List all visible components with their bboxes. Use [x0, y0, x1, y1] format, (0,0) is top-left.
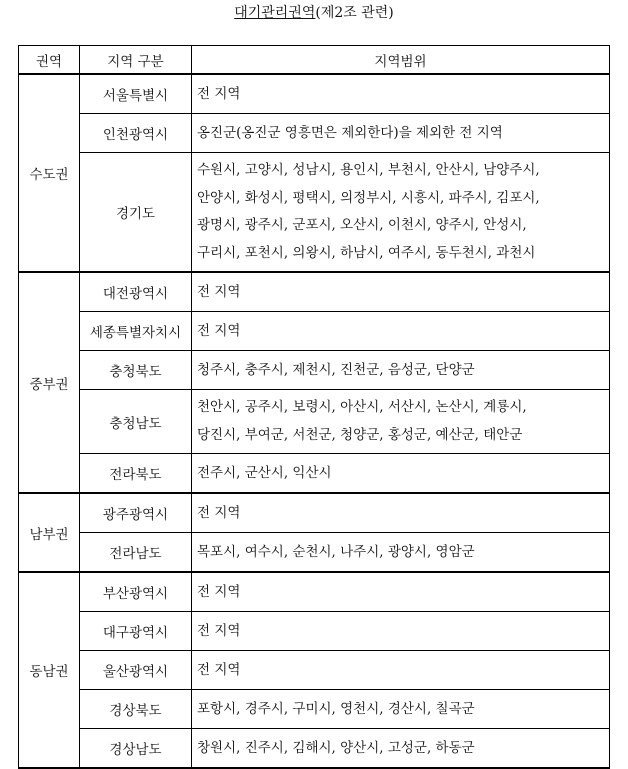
area-cell: 충청북도	[80, 351, 192, 390]
scope-cell	[192, 612, 610, 651]
title-suffix: (제2조 관련)	[315, 5, 394, 21]
header-row	[19, 46, 610, 75]
scope-cell	[192, 533, 610, 573]
scope-cell	[192, 390, 610, 454]
air-quality-region-table	[18, 45, 610, 769]
table-row	[19, 651, 610, 690]
area-cell: 울산광역시	[80, 651, 192, 690]
region-cell: 동남권	[19, 572, 80, 768]
scope-cell	[192, 651, 610, 690]
scope-cell	[192, 729, 610, 769]
document-title	[0, 4, 628, 22]
title-main: 대기관리권역	[234, 5, 316, 21]
scope-cell	[192, 572, 610, 612]
scope-line: 구리시, 포천시, 의왕시, 하남시, 여주시, 동두천시, 과천시	[197, 244, 536, 261]
scope-line: 전 지역	[197, 662, 241, 678]
area-cell: 충청남도	[80, 390, 192, 454]
area-cell: 서울특별시	[80, 74, 192, 114]
table-row	[19, 572, 610, 612]
table-row	[19, 312, 610, 351]
area-cell: 경기도	[80, 153, 192, 273]
header-region: 권역	[19, 46, 80, 75]
scope-line: 전 지역	[197, 505, 241, 521]
scope-cell	[192, 272, 610, 312]
scope-line: 청주시, 충주시, 제천시, 진천군, 음성군, 단양군	[197, 362, 475, 378]
scope-cell	[192, 351, 610, 390]
table-row	[19, 612, 610, 651]
table-body	[19, 74, 610, 768]
scope-line: 전 지역	[197, 623, 241, 639]
area-cell: 전라북도	[80, 454, 192, 494]
table-row	[19, 729, 610, 769]
area-cell: 광주광역시	[80, 493, 192, 533]
scope-line: 옹진군(옹진군 영흥면은 제외한다)을 제외한 전 지역	[197, 125, 503, 141]
scope-line: 광명시, 광주시, 군포시, 오산시, 이천시, 양주시, 안성시,	[197, 217, 527, 233]
table-row	[19, 690, 610, 729]
scope-line: 전주시, 군산시, 익산시	[197, 465, 332, 481]
scope-line: 천안시, 공주시, 보령시, 아산시, 서산시, 논산시, 계룡시,	[197, 399, 527, 415]
area-cell: 부산광역시	[80, 572, 192, 612]
scope-cell	[192, 454, 610, 494]
region-cell: 남부권	[19, 493, 80, 572]
area-cell: 인천광역시	[80, 114, 192, 153]
scope-line: 전 지역	[197, 86, 241, 102]
table-row	[19, 454, 610, 494]
scope-cell	[192, 153, 610, 273]
table-row	[19, 493, 610, 533]
scope-cell	[192, 114, 610, 153]
area-cell: 대구광역시	[80, 612, 192, 651]
region-cell: 중부권	[19, 272, 80, 493]
area-cell: 경상남도	[80, 729, 192, 769]
scope-line: 안양시, 화성시, 평택시, 의정부시, 시흥시, 파주시, 김포시,	[197, 189, 540, 206]
scope-line: 전 지역	[197, 584, 241, 600]
scope-cell	[192, 493, 610, 533]
table-row	[19, 114, 610, 153]
header-scope: 지역범위	[192, 46, 610, 75]
scope-line: 포항시, 경주시, 구미시, 영천시, 경산시, 칠곡군	[197, 701, 475, 717]
scope-line: 전 지역	[197, 323, 241, 339]
scope-cell	[192, 690, 610, 729]
table-row	[19, 74, 610, 114]
scope-line: 전 지역	[197, 284, 241, 300]
table-row	[19, 390, 610, 454]
area-cell: 대전광역시	[80, 272, 192, 312]
scope-line: 당진시, 부여군, 서천군, 청양군, 홍성군, 예산군, 태안군	[197, 426, 523, 443]
region-cell: 수도권	[19, 74, 80, 272]
scope-line: 목포시, 여수시, 순천시, 나주시, 광양시, 영암군	[197, 544, 475, 560]
area-cell: 전라남도	[80, 533, 192, 573]
table-row	[19, 272, 610, 312]
scope-line: 수원시, 고양시, 성남시, 용인시, 부천시, 안산시, 남양주시,	[197, 162, 540, 178]
area-cell: 경상북도	[80, 690, 192, 729]
header-area: 지역 구분	[80, 46, 192, 75]
scope-cell	[192, 74, 610, 114]
table-row	[19, 153, 610, 273]
area-cell: 세종특별자치시	[80, 312, 192, 351]
table-row	[19, 351, 610, 390]
scope-line: 창원시, 진주시, 김해시, 양산시, 고성군, 하동군	[197, 740, 475, 756]
scope-cell	[192, 312, 610, 351]
table-row	[19, 533, 610, 573]
